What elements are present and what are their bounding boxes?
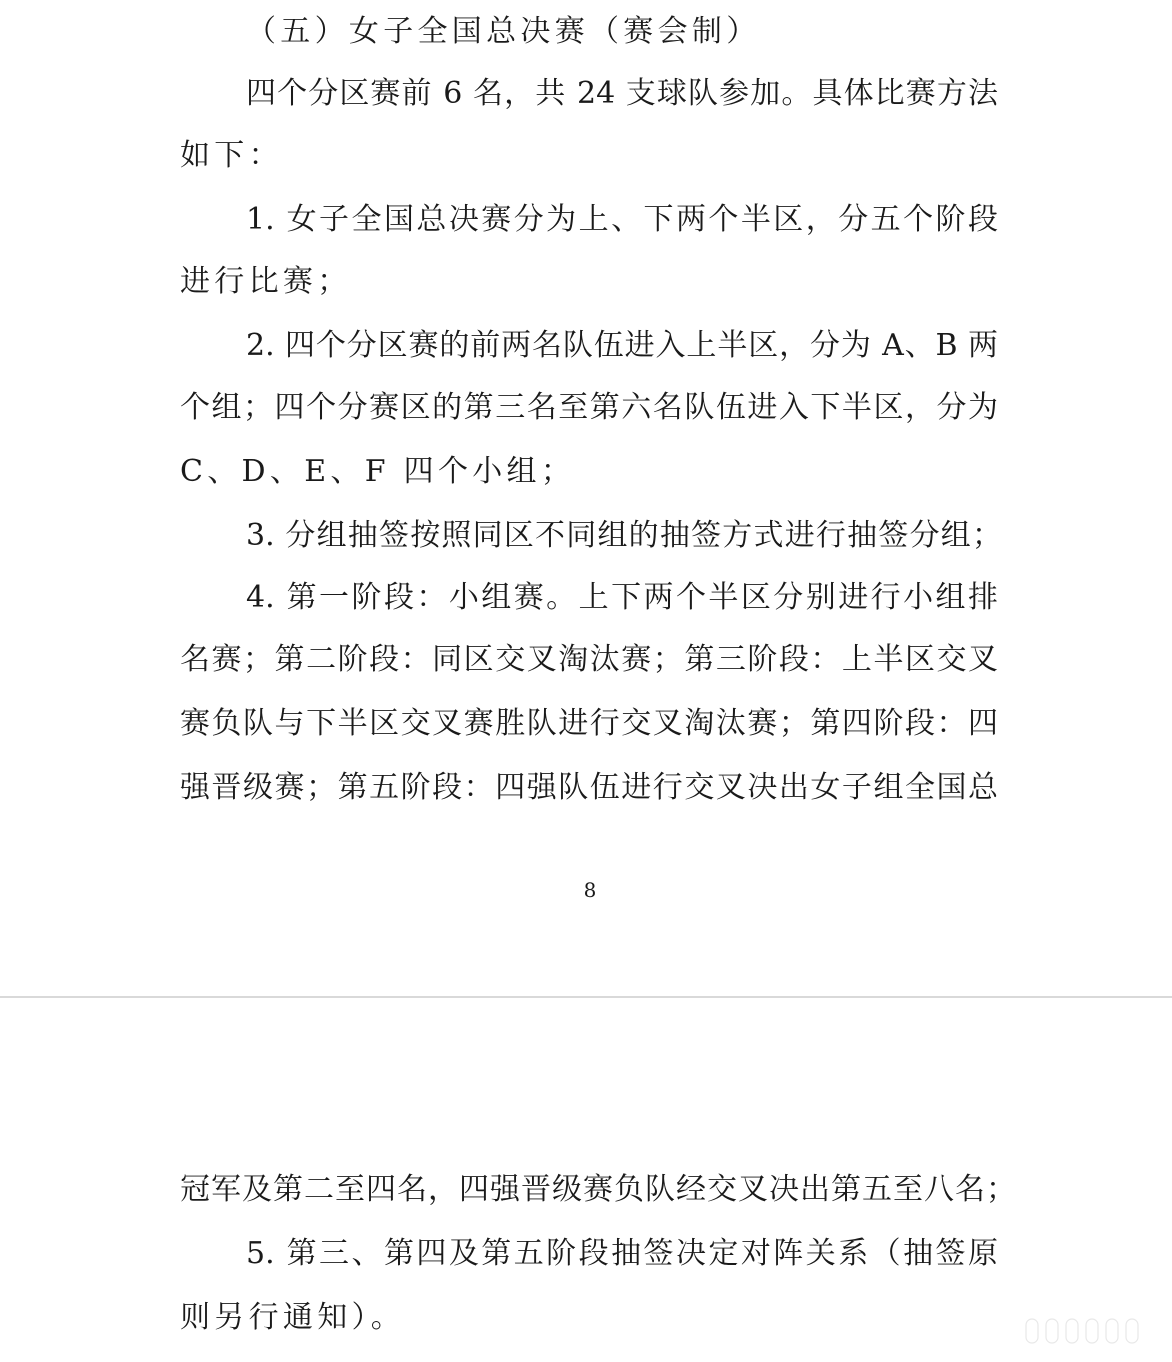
- paragraph-line: 1. 女子全国总决赛分为上、下两个半区，分五个阶段: [246, 202, 998, 237]
- paragraph-line: 2. 四个分区赛的前两名队伍进入上半区，分为 A、B 两: [246, 328, 998, 363]
- paragraph-line: 4. 第一阶段：小组赛。上下两个半区分别进行小组排: [246, 580, 998, 615]
- paragraph-line: C、D、E、F 四个小组；: [180, 454, 576, 489]
- watermark-logo-icon: [1026, 1319, 1138, 1343]
- paragraph-line: 四个分区赛前 6 名，共 24 支球队参加。具体比赛方法: [246, 76, 998, 111]
- paragraph-line: 名赛；第二阶段：同区交叉淘汰赛；第三阶段：上半区交叉: [180, 642, 998, 677]
- section-heading: （五）女子全国总决赛（赛会制）: [246, 14, 761, 49]
- paragraph-line: 如下：: [180, 138, 283, 173]
- paragraph-line: 进行比赛；: [180, 264, 352, 299]
- paragraph-line: 个组；四个分赛区的第三名至第六名队伍进入下半区，分为: [180, 390, 998, 425]
- paragraph-line: 3. 分组抽签按照同区不同组的抽签方式进行抽签分组；: [246, 518, 1002, 553]
- paragraph-line: 冠军及第二至四名，四强晋级赛负队经交叉决出第五至八名；: [180, 1172, 1016, 1207]
- paragraph-line: 5. 第三、第四及第五阶段抽签决定对阵关系（抽签原: [246, 1236, 998, 1271]
- page-number: 8: [583, 878, 597, 902]
- paragraph-line: 赛负队与下半区交叉赛胜队进行交叉淘汰赛；第四阶段：四: [180, 706, 998, 741]
- paragraph-line: 强晋级赛；第五阶段：四强队伍进行交叉决出女子组全国总: [180, 770, 998, 805]
- paragraph-line: 则另行通知）。: [180, 1300, 406, 1335]
